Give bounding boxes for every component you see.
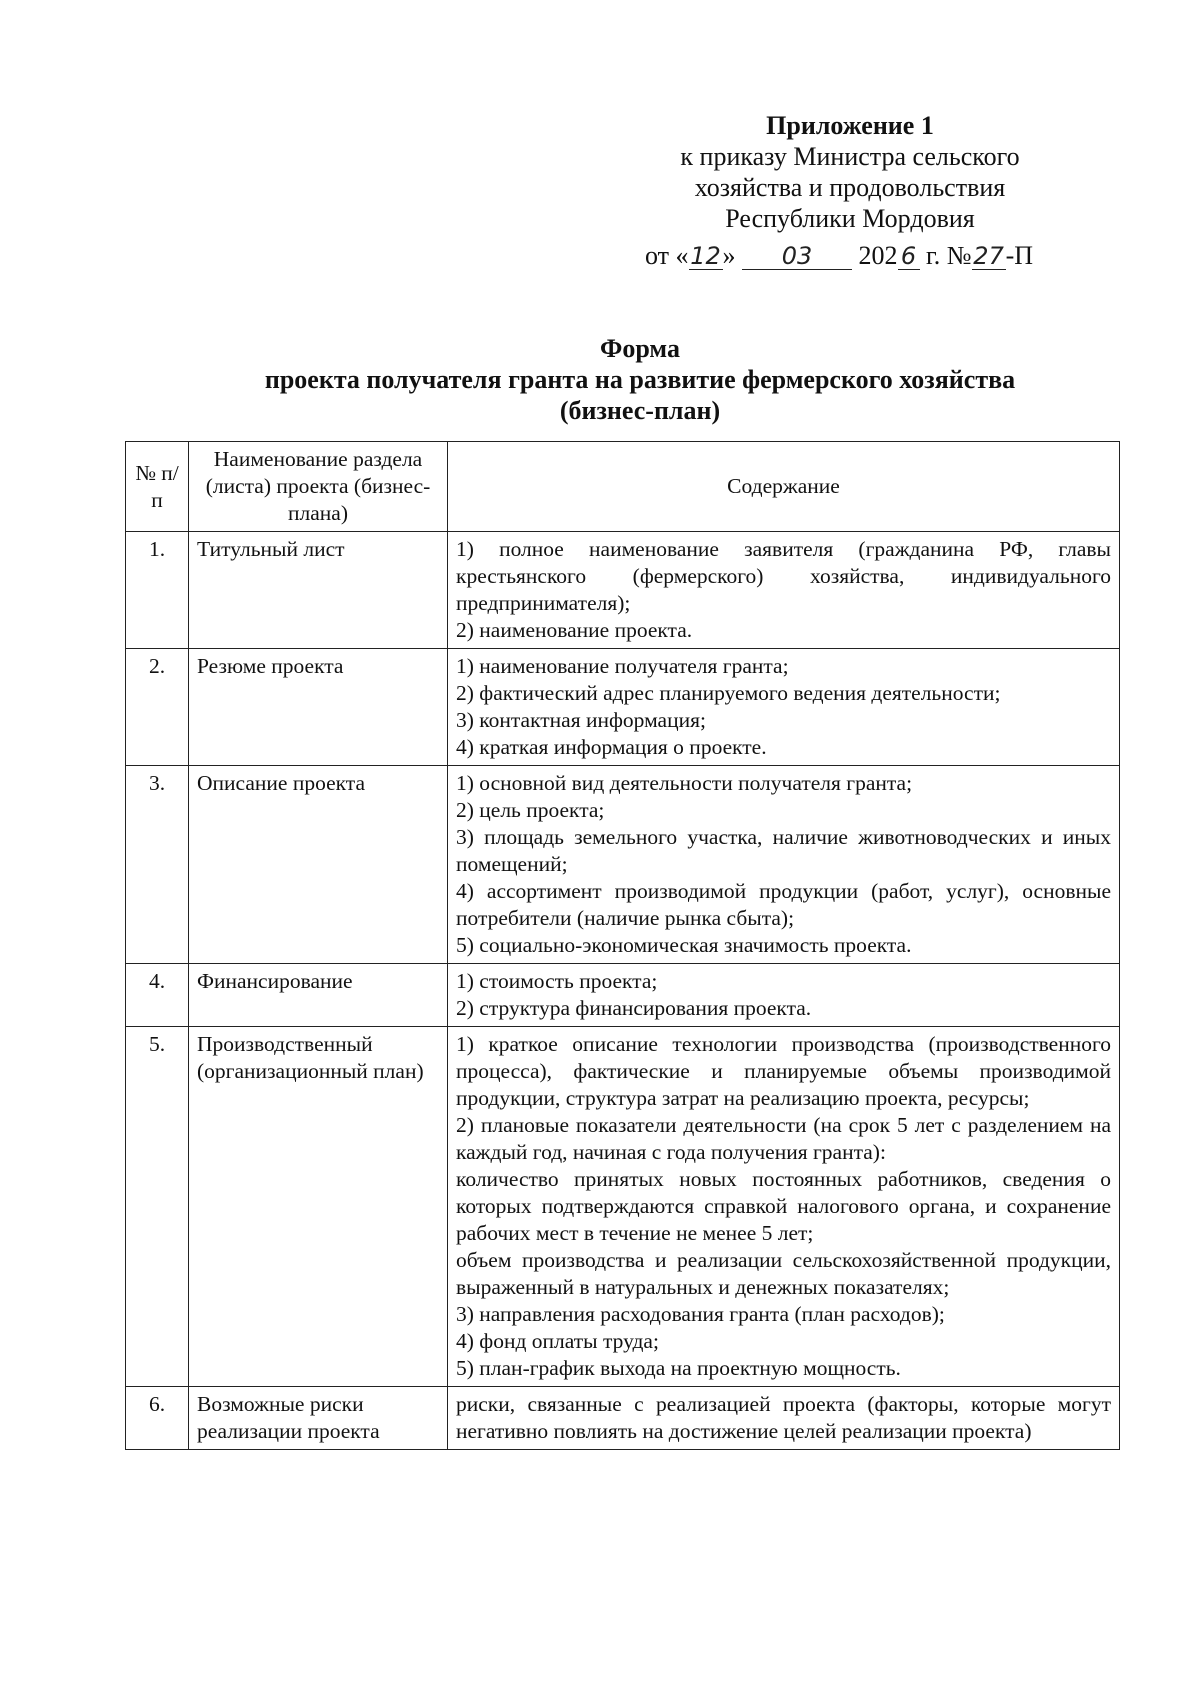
- row-content: [448, 1027, 1120, 1387]
- form-title-line-2: проекта получателя гранта на развитие фермерского хозяйства: [264, 365, 1016, 394]
- table-row: [126, 532, 1120, 649]
- row-number: 3.: [126, 766, 189, 964]
- content-item: 5) план-график выхода на проектную мощность.: [456, 1356, 901, 1380]
- content-item: 4) ассортимент производимой продукции (работ, услуг), основные потребители (наличие рынка сбыта);: [456, 879, 1111, 930]
- content-item: 2) плановые показатели деятельности (на срок 5 лет с разделением на каждый год, начиная с года получения гранта):: [456, 1113, 1111, 1164]
- header-section-name: Наименование раздела (листа) проекта (бизнес-плана): [189, 442, 448, 532]
- content-item: 3) площадь земельного участка, наличие животноводческих и иных помещений;: [456, 825, 1111, 876]
- row-section-name: Титульный лист: [189, 532, 448, 649]
- row-number: 5.: [126, 1027, 189, 1387]
- row-content: [448, 532, 1120, 649]
- handwritten-order-number: 27: [973, 242, 1004, 270]
- content-item: 4) фонд оплаты труда;: [456, 1329, 659, 1353]
- row-content: [448, 649, 1120, 766]
- content-item: 1) наименование получателя гранта;: [456, 654, 789, 678]
- order-number-suffix: -П: [1005, 241, 1034, 270]
- content-item: 1) полное наименование заявителя (гражданина РФ, главы крестьянского (фермерского) хозяйства, индивидуального предпринимателя);: [456, 537, 1111, 615]
- content-item: 5) социально-экономическая значимость проекта.: [456, 933, 912, 957]
- business-plan-table: [125, 441, 1120, 1450]
- order-date-line: [645, 241, 1033, 271]
- handwritten-year-digit: 6: [898, 243, 920, 270]
- row-content: [448, 1387, 1120, 1450]
- content-item: 1) основной вид деятельности получателя гранта;: [456, 771, 913, 795]
- table-row: [126, 964, 1120, 1027]
- form-title: [120, 333, 1160, 426]
- content-item: объем производства и реализации сельскохозяйственной продукции, выраженный в натуральных и денежных показателях;: [456, 1248, 1111, 1299]
- content-item: 2) наименование проекта.: [456, 618, 693, 642]
- row-section-name: Описание проекта: [189, 766, 448, 964]
- table-row: [126, 649, 1120, 766]
- content-item: 1) краткое описание технологии производства (производственного процесса), фактические и планируемые объемы производимой продукции, структура затрат на реализацию проекта, ресурсы;: [456, 1032, 1111, 1110]
- row-section-name: Производственный (организационный план): [189, 1027, 448, 1387]
- row-section-name: Финансирование: [189, 964, 448, 1027]
- content-item: риски, связанные с реализацией проекта (факторы, которые могут негативно повлиять на достижение целей реализации проекта): [456, 1392, 1111, 1443]
- date-prefix: от «: [645, 241, 689, 270]
- content-item: 2) цель проекта;: [456, 798, 605, 822]
- date-mid: »: [722, 241, 736, 270]
- content-item: 3) направления расходования гранта (план расходов);: [456, 1302, 945, 1326]
- order-number-label: г. №: [926, 241, 972, 270]
- year-prefix: 202: [858, 241, 898, 270]
- row-number: 4.: [126, 964, 189, 1027]
- row-content: [448, 964, 1120, 1027]
- row-section-name: Возможные риски реализации проекта: [189, 1387, 448, 1450]
- row-section-name: Резюме проекта: [189, 649, 448, 766]
- content-item: количество принятых новых постоянных работников, сведения о которых подтверждаются справкой налогового органа, и сохранение рабочих мест в течение не менее 5 лет;: [456, 1167, 1111, 1245]
- content-item: 3) контактная информация;: [456, 708, 706, 732]
- row-number: 2.: [126, 649, 189, 766]
- header-content: Содержание: [448, 442, 1120, 532]
- table-row: [126, 1027, 1120, 1387]
- header-number: № п/п: [126, 442, 189, 532]
- form-title-line-1: Форма: [600, 334, 680, 363]
- handwritten-month: 03: [742, 243, 852, 270]
- content-item: 2) структура финансирования проекта.: [456, 996, 812, 1020]
- appendix-line-2: хозяйства и продовольствия: [694, 173, 1006, 202]
- appendix-line-3: Республики Мордовия: [725, 204, 975, 233]
- appendix-header: [640, 110, 1060, 234]
- table-header-row: [126, 442, 1120, 532]
- table-row: [126, 766, 1120, 964]
- appendix-line-1: к приказу Министра сельского: [680, 142, 1020, 171]
- handwritten-day: 12: [690, 242, 721, 270]
- content-item: 4) краткая информация о проекте.: [456, 735, 767, 759]
- form-title-line-3: (бизнес-план): [559, 396, 721, 425]
- content-item: 2) фактический адрес планируемого ведения деятельности;: [456, 681, 1001, 705]
- table-row: [126, 1387, 1120, 1450]
- row-content: [448, 766, 1120, 964]
- content-item: 1) стоимость проекта;: [456, 969, 658, 993]
- appendix-title: Приложение 1: [766, 111, 934, 140]
- row-number: 6.: [126, 1387, 189, 1450]
- row-number: 1.: [126, 532, 189, 649]
